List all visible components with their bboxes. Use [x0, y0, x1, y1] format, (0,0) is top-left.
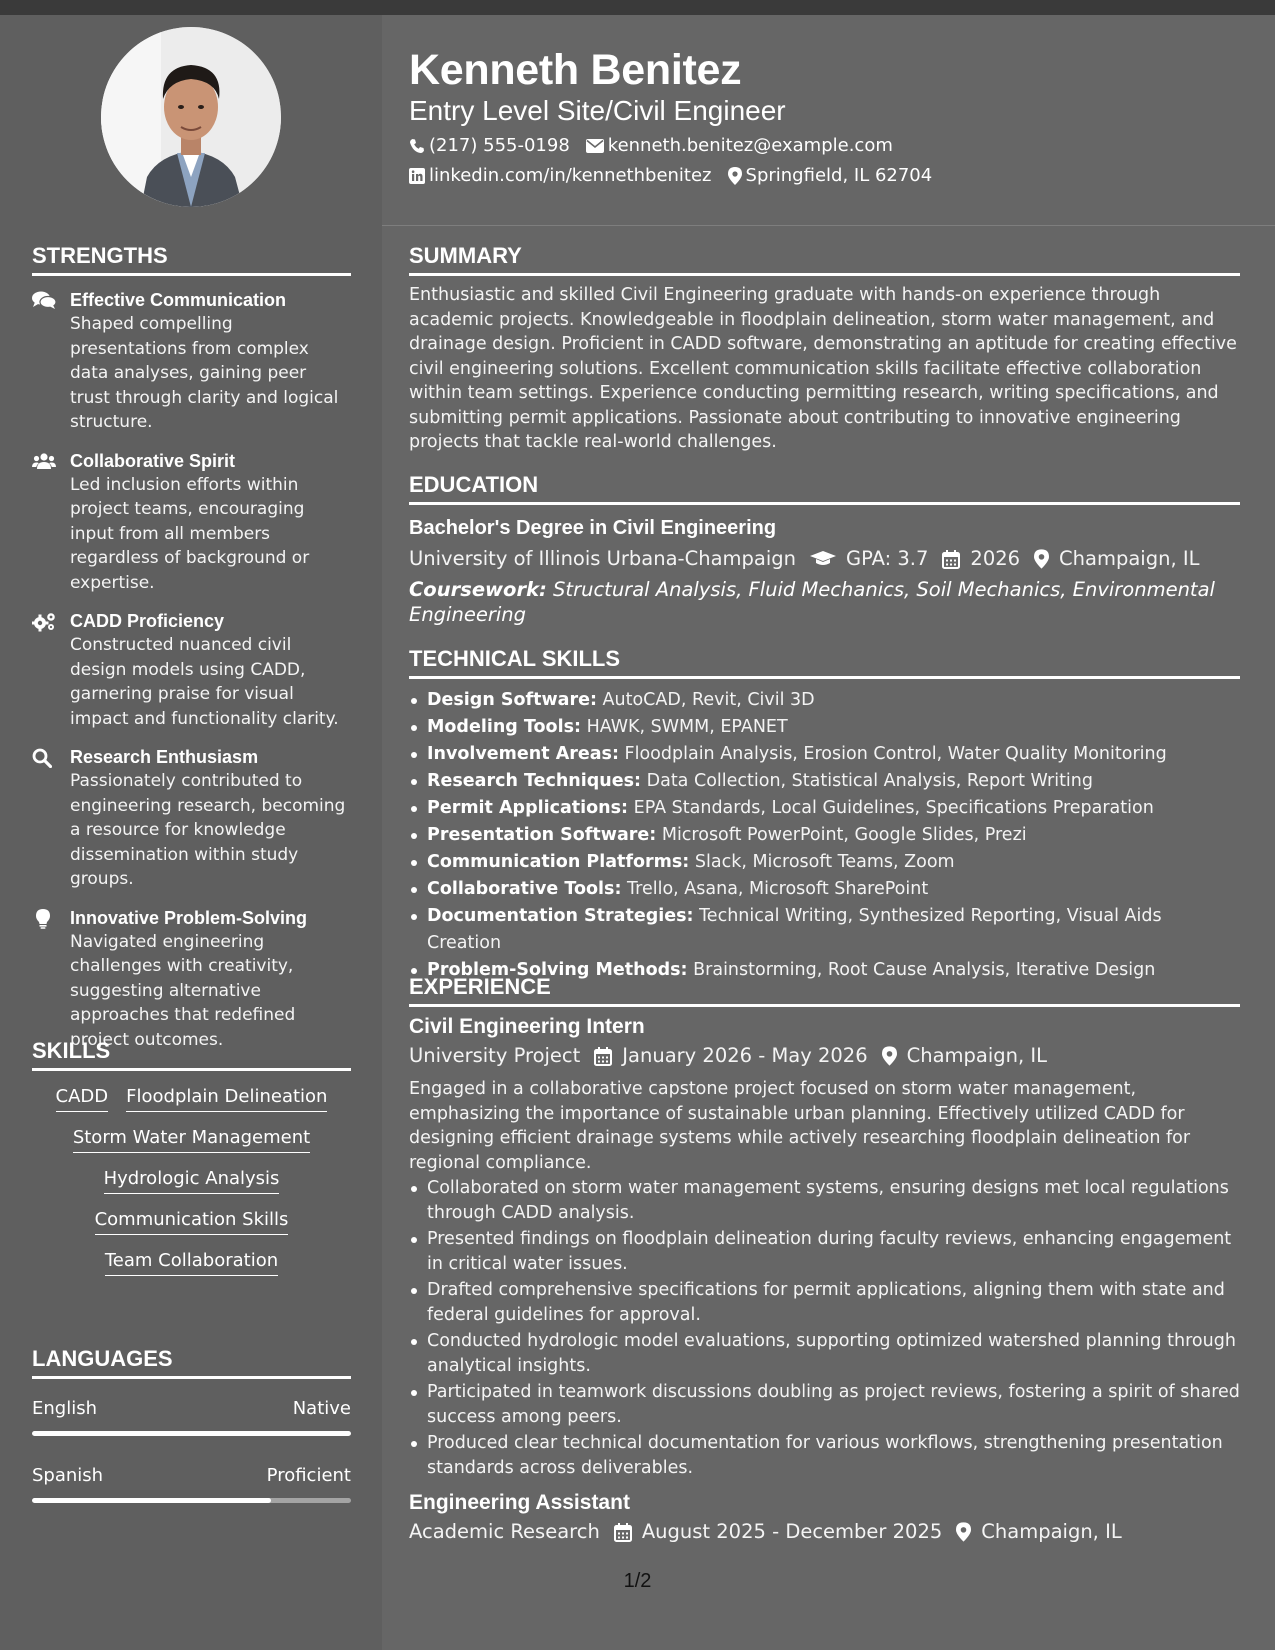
calendar-icon: [614, 1523, 632, 1542]
technical-skill-item: Presentation Software: Microsoft PowerPoint, Google Slides, Prezi: [409, 822, 1240, 849]
skill-tag: Hydrologic Analysis: [104, 1167, 280, 1194]
technical-skill-item: Permit Applications: EPA Standards, Local Guidelines, Specifications Preparation: [409, 795, 1240, 822]
job-org: University Project: [409, 1044, 581, 1067]
skill-tag: Team Collaboration: [105, 1249, 278, 1276]
resume-header: [409, 44, 1249, 188]
job-bullet: Participated in teamwork discussions doubling as project reviews, fostering a spirit of shared success among peers.: [409, 1380, 1240, 1429]
gpa: GPA: 3.7: [846, 547, 929, 570]
job-bullet: Presented findings on floodplain delineation during faculty reviews, enhancing engagement in critical water issues.: [409, 1227, 1240, 1276]
skills-list: [32, 1071, 351, 1276]
map-marker-icon: [1034, 549, 1049, 569]
strength-item: [32, 906, 351, 1053]
summary-section: [409, 242, 1240, 455]
contact-row-1: [409, 134, 1249, 158]
language-level: Proficient: [266, 1465, 351, 1486]
strength-item: [32, 609, 351, 731]
summary-heading: SUMMARY: [409, 242, 1240, 276]
skills-section: [32, 1037, 351, 1276]
job-role: Civil Engineering Intern: [409, 1015, 645, 1038]
strength-desc: Led inclusion efforts within project teams, encouraging input from all members regardless of background or expertise.: [70, 474, 310, 593]
linkedin-icon: [409, 168, 425, 184]
job-meta: [409, 1043, 1240, 1069]
strength-name: Effective Communication: [70, 290, 287, 310]
language-bar: [32, 1431, 351, 1436]
strength-desc: Navigated engineering challenges with creativity, suggesting alternative approaches that redefined project outcomes.: [70, 931, 296, 1050]
map-marker-icon: [956, 1522, 971, 1542]
languages-heading: LANGUAGES: [32, 1345, 351, 1379]
graduation-year: 2026: [970, 547, 1021, 570]
language-bar-fill: [32, 1498, 271, 1503]
location-text: Springfield, IL 62704: [745, 165, 933, 186]
gears-icon: [32, 612, 56, 632]
page-number: 1/2: [623, 1570, 652, 1592]
strength-item: [32, 288, 351, 435]
school-name: University of Illinois Urbana-Champaign: [409, 547, 796, 570]
candidate-name: Kenneth Benitez: [409, 46, 742, 94]
language-item: [32, 1397, 351, 1436]
summary-text: Enthusiastic and skilled Civil Engineering graduate with hands-on experience through academic projects. Knowledgeable in floodplain delineation, storm water management, and drainage design. Proficient in CADD software, demonstrating an aptitude for creating effective civil engineering solutions. Excellent communication skills facilitate effective collaboration within team settings. Experience conducting permitting research, writing specifications, and submitting permit applications. Passionate about contributing to innovative engineering projects that tackle real-world challenges.: [409, 285, 1237, 452]
language-item: [32, 1464, 351, 1503]
contact-location: [728, 164, 933, 188]
experience-section: [409, 973, 1240, 1545]
job-bullets: [409, 1176, 1240, 1480]
calendar-icon: [942, 550, 960, 569]
technical-skills-section: [409, 645, 1240, 984]
technical-skills-heading: TECHNICAL SKILLS: [409, 645, 1240, 679]
candidate-title: Entry Level Site/Civil Engineer: [409, 95, 786, 126]
language-bar-fill: [32, 1431, 351, 1436]
map-marker-icon: [882, 1046, 897, 1066]
profile-photo: [101, 27, 281, 207]
language-name: English: [32, 1398, 97, 1419]
education-heading: EDUCATION: [409, 471, 1240, 505]
skill-tag: Floodplain Delineation: [126, 1085, 327, 1112]
language-name: Spanish: [32, 1465, 104, 1486]
strength-name: Innovative Problem-Solving: [70, 907, 308, 928]
languages-section: [32, 1345, 351, 1503]
coursework-list: Structural Analysis, Fluid Mechanics, Soil Mechanics, Environmental Engineering: [409, 578, 1215, 626]
search-icon: [32, 748, 52, 768]
strength-name: Research Enthusiasm: [70, 747, 259, 767]
experience-heading: EXPERIENCE: [409, 973, 1240, 1007]
technical-skill-item: Modeling Tools: HAWK, SWMM, EPANET: [409, 714, 1240, 741]
job-location: Champaign, IL: [906, 1044, 1048, 1067]
map-marker-icon: [728, 167, 742, 185]
coursework-label: Coursework:: [409, 578, 547, 601]
phone-icon: [409, 138, 425, 154]
technical-skill-item: Design Software: AutoCAD, Revit, Civil 3D: [409, 687, 1240, 714]
contact-linkedin[interactable]: [409, 164, 712, 188]
coursework: [409, 577, 1240, 627]
strengths-section: [32, 242, 351, 1052]
lightbulb-icon: [36, 909, 50, 929]
strength-desc: Shaped compelling presentations from complex data analyses, gaining peer trust through clarity and logical structure.: [70, 314, 339, 432]
job-dates: August 2025 - December 2025: [641, 1520, 943, 1543]
job-description: Engaged in a collaborative capstone project focused on storm water management, emphasizing the importance of sustainable urban planning. Effectively utilized CADD for designing efficient drainage systems while actively researching floodplain delineation for regional compliance.: [409, 1079, 1191, 1173]
job-bullet: Produced clear technical documentation for various workflows, strengthening presentation standards across deliverables.: [409, 1431, 1240, 1480]
job-location: Champaign, IL: [981, 1520, 1122, 1543]
skills-heading: SKILLS: [32, 1037, 351, 1071]
linkedin-text: linkedin.com/in/kennethbenitez: [429, 165, 712, 186]
job-role: Engineering Assistant: [409, 1491, 630, 1514]
skill-tag: Communication Skills: [95, 1208, 289, 1235]
strength-desc: Passionately contributed to engineering research, becoming a resource for knowledge dissemination within study groups.: [70, 771, 346, 889]
technical-skill-item: Collaborative Tools: Trello, Asana, Microsoft SharePoint: [409, 876, 1240, 903]
job-meta: [409, 1519, 1240, 1545]
job-org: Academic Research: [409, 1520, 600, 1543]
email-text: kenneth.benitez@example.com: [607, 135, 893, 156]
top-bar: [0, 0, 1275, 15]
users-icon: [32, 452, 56, 470]
strengths-heading: STRENGTHS: [32, 242, 351, 276]
contact-row-2: [409, 164, 1249, 188]
contact-phone[interactable]: [409, 134, 570, 158]
strength-item: [32, 745, 351, 892]
language-bar: [32, 1498, 351, 1503]
language-level: Native: [292, 1398, 351, 1419]
skill-tag: Storm Water Management: [73, 1126, 310, 1153]
job-bullet: Collaborated on storm water management systems, ensuring designs met local regulations through CADD analysis.: [409, 1176, 1240, 1225]
phone-text: (217) 555-0198: [429, 135, 570, 156]
technical-skill-item: Research Techniques: Data Collection, Statistical Analysis, Report Writing: [409, 768, 1240, 795]
degree-name: Bachelor's Degree in Civil Engineering: [409, 517, 777, 539]
strength-item: [32, 449, 351, 596]
strength-name: CADD Proficiency: [70, 611, 225, 631]
job-dates: January 2026 - May 2026: [622, 1044, 868, 1067]
job-bullet: Drafted comprehensive specifications for permit applications, aligning them with state and federal guidelines for approval.: [409, 1278, 1240, 1327]
strength-desc: Constructed nuanced civil design models using CADD, garnering praise for visual impact and functionality clarity.: [70, 635, 339, 729]
technical-skill-item: Involvement Areas: Floodplain Analysis, Erosion Control, Water Quality Monitoring: [409, 741, 1240, 768]
contact-email[interactable]: [586, 134, 893, 158]
graduation-cap-icon: [810, 551, 836, 567]
skill-tag: CADD: [56, 1085, 109, 1112]
education-location: Champaign, IL: [1059, 547, 1200, 570]
technical-skill-item: Communication Platforms: Slack, Microsoft Teams, Zoom: [409, 849, 1240, 876]
header-divider: [382, 225, 1275, 226]
technical-skill-item: Problem-Solving Methods: Brainstorming, Root Cause Analysis, Iterative Design: [409, 957, 1240, 984]
envelope-icon: [586, 139, 604, 153]
education-meta: [409, 546, 1240, 572]
calendar-icon: [594, 1047, 612, 1066]
technical-skill-item: Documentation Strategies: Technical Writing, Synthesized Reporting, Visual Aids Creation: [409, 903, 1240, 957]
job-bullet: Conducted hydrologic model evaluations, supporting optimized watershed planning through analytical insights.: [409, 1329, 1240, 1378]
education-section: [409, 471, 1240, 627]
comments-icon: [32, 291, 56, 309]
technical-skills-list: [409, 687, 1240, 984]
strength-name: Collaborative Spirit: [70, 450, 236, 471]
